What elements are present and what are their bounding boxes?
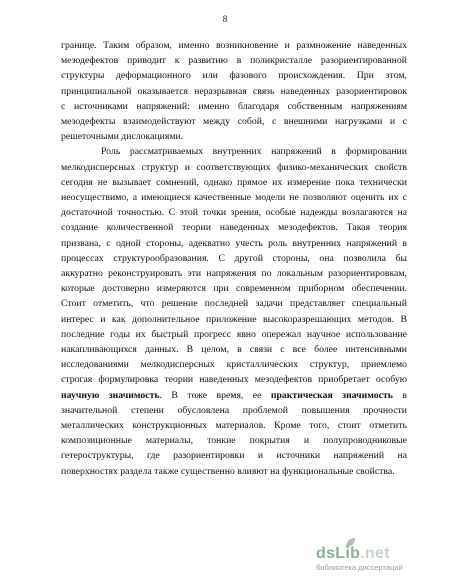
text-line: процессах структурообразования. С другой стороны, она позволила бы — [61, 252, 407, 264]
text-line: принципиальной оказывается неразрывная связь наведенных разориентировок — [61, 85, 407, 97]
text-line: призвана, с одной стороны, адекватно учесть роль внутренних напряжений в — [61, 237, 407, 249]
text-line: мезодефектов приводит к развитию в поликристалле разориентированной — [61, 55, 407, 67]
text-line: мелкодисперсных структур и соответствующих физико-механических свойств — [61, 161, 407, 173]
dslib-watermark — [316, 545, 442, 575]
watermark-subtitle: библиотека диссертаций — [316, 563, 403, 572]
text-line: сегодня не вызывает сомнений, однако прямое их измерение пока технически — [61, 176, 407, 188]
text-line: накапливающихся данных. В целом, в связи с все более интенсивными — [61, 344, 407, 356]
paragraph-2 — [61, 144, 407, 478]
text-line: Стоит отметить, что решение последней задачи представляет специальный — [61, 298, 407, 310]
text-line: достаточной точностью. С этой точки зрения, особые надежды возлагаются на — [61, 207, 407, 219]
text-line-with-emphasis — [61, 388, 407, 403]
text-line: структуры деформационного или фазового происхождения. При этом, — [61, 70, 407, 82]
text-line: гетероструктуры, где разориентировки и источники напряжений на — [61, 450, 407, 462]
practical-significance-term: практическая значимость — [270, 389, 393, 401]
text-line: решеточными дислокациями. — [61, 131, 184, 143]
paragraph-1 — [61, 38, 407, 144]
text-line: строгая формулировка теории наведенных мезодефектов приобретает особую — [61, 374, 407, 386]
text-fragment: . В тоже время, ее — [159, 389, 271, 401]
text-line: мезодефекты взаимодействуют между собой, с внешними нагрузками и с — [61, 116, 407, 128]
text-line: металлических конструкционных материалов. Кроме того, стоит отметить — [61, 420, 407, 432]
text-line: границе. Таким образом, именно возникновение и размножение наведенных — [61, 40, 407, 51]
text-line: с источниками напряжений: именно благодаря собственным напряжениям — [61, 100, 407, 112]
text-fragment: в — [392, 389, 407, 401]
text-line: последние годы их быстрый прогресс явно опережал научное использование — [61, 328, 407, 340]
text-line: значительной степени обусловлена проблемой повышения прочности — [61, 404, 407, 416]
text-line: композиционные материалы, тонкие покрытия и полупроводниковые — [61, 435, 407, 447]
text-line: которые достоверно измеряются при современном приборном обеспечении. — [61, 283, 407, 295]
text-line: исследованиями мелкодисперсных кристаллических структур, приемлемо — [61, 359, 407, 371]
scientific-significance-term: научную значимость — [61, 389, 160, 401]
text-line: неосуществимо, а имеющиеся качественные модели не позволяют оценить их с — [61, 192, 407, 204]
text-line: поверхностях раздела также существенно влияют на функциональные свойства. — [61, 465, 395, 477]
text-line: Роль рассматриваемых внутренних напряжений в формировании — [101, 146, 407, 158]
text-line: создание количественной теории наведенных мезодефектов. Такая теория — [61, 222, 407, 234]
page-number: 8 — [222, 14, 228, 24]
text-line: интерес и как дополнительное приложение высокоразрешающих методов. В — [61, 313, 407, 325]
document-body — [61, 38, 407, 479]
watermark-logo: dsLib.net — [316, 545, 390, 562]
text-line: аккуратно реконструировать эти напряжения по локальным разориентировкам, — [61, 268, 407, 280]
